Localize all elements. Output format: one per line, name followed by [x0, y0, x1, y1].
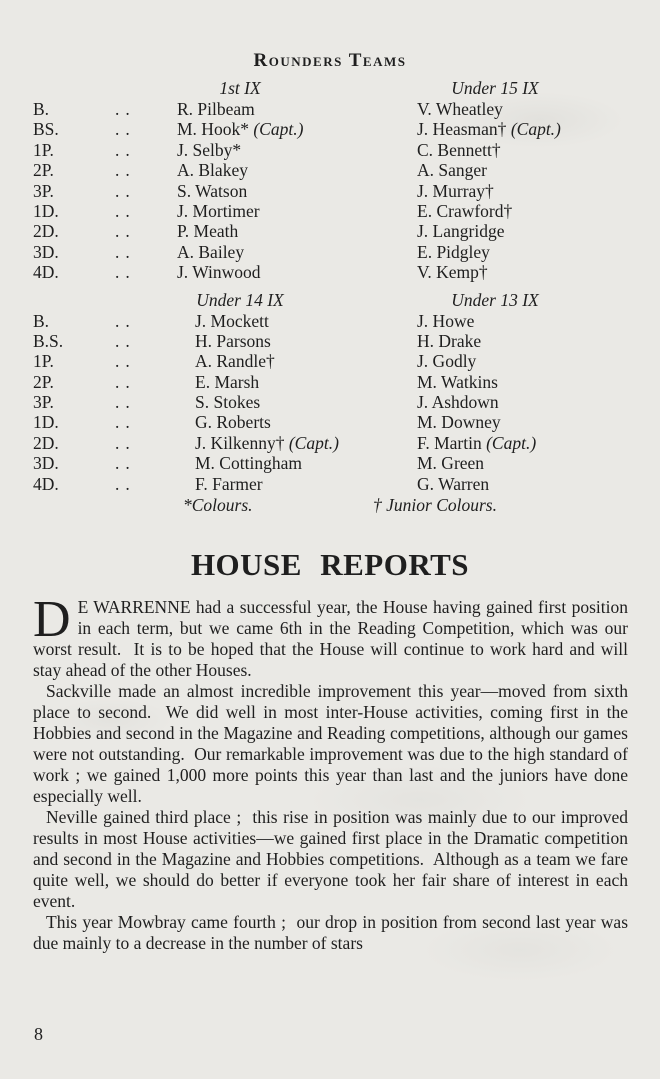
- team-row: [33, 160, 628, 180]
- team-row: [33, 331, 628, 351]
- captain-label: (Capt.): [248, 119, 304, 140]
- dots-leader: ..: [115, 371, 136, 392]
- position-label: 3D.: [33, 453, 59, 474]
- dots-leader: ..: [115, 139, 136, 160]
- team-row: [33, 392, 628, 412]
- player-name-right: F. Martin (Capt.): [417, 432, 537, 453]
- team-header-left: Under 14 IX: [196, 289, 284, 310]
- team-row: [33, 140, 628, 160]
- team-header-right: Under 13 IX: [451, 289, 539, 310]
- player-name-left: A. Bailey: [177, 241, 245, 262]
- dots-leader: ..: [115, 221, 136, 242]
- player-name-left: E. Marsh: [195, 371, 260, 392]
- player-name-left: J. Mockett: [195, 310, 269, 331]
- team-row: [33, 181, 628, 201]
- position-label: 1P.: [33, 139, 54, 160]
- paragraph-de-warrenne: [33, 591, 628, 681]
- table-footnotes: [33, 495, 628, 517]
- position-label: 2D.: [33, 221, 59, 242]
- player-name-left: J. Mortimer: [177, 200, 260, 221]
- position-label: 1D.: [33, 200, 59, 221]
- player-name-left: J. Selby*: [177, 139, 242, 160]
- rounders-table-senior: [33, 78, 628, 283]
- team-row: [33, 351, 628, 371]
- dots-leader: ..: [115, 180, 136, 201]
- position-label: 3P.: [33, 392, 54, 413]
- player-name-left: M. Hook* (Capt.): [177, 119, 304, 140]
- player-name-left: F. Farmer: [195, 473, 263, 494]
- team-row: [33, 262, 628, 282]
- team-row: [33, 242, 628, 262]
- position-label: 2P.: [33, 160, 54, 181]
- player-name-right: J. Murray†: [417, 180, 494, 201]
- captain-label: (Capt.): [506, 119, 561, 140]
- position-label: B.: [33, 99, 50, 119]
- position-label: 4D.: [33, 262, 59, 283]
- player-name-right: M. Downey: [417, 412, 501, 433]
- colours-footnote: *Colours.: [183, 495, 253, 516]
- page-number: 8: [34, 1024, 43, 1044]
- player-name-right: G. Warren: [417, 473, 490, 494]
- player-name-left: R. Pilbeam: [177, 99, 255, 119]
- house-reports-body: [33, 591, 628, 954]
- dots-leader: ..: [115, 99, 136, 119]
- player-name-right: J. Heasman† (Capt.): [417, 119, 561, 140]
- dots-leader: ..: [115, 241, 136, 262]
- dots-leader: ..: [115, 160, 136, 181]
- position-label: BS.: [33, 119, 59, 140]
- team-row: [33, 221, 628, 241]
- dots-leader: ..: [115, 262, 136, 283]
- dots-leader: ..: [115, 330, 136, 351]
- player-name-right: J. Godly: [417, 351, 477, 372]
- player-name-left: S. Watson: [177, 180, 248, 201]
- team-row: [33, 99, 628, 119]
- dots-leader: ..: [115, 473, 136, 494]
- position-label: B.: [33, 310, 50, 331]
- rounders-table-junior: [33, 290, 628, 495]
- player-name-right: V. Wheatley: [417, 99, 503, 119]
- dots-leader: ..: [115, 310, 136, 331]
- team-row: [33, 201, 628, 221]
- team-row: [33, 119, 628, 139]
- house-reports-title: HOUSE REPORTS: [190, 547, 470, 583]
- team-headers: [33, 290, 628, 311]
- player-name-left: G. Roberts: [195, 412, 271, 433]
- paragraph-mowbray: This year Mowbray came fourth ; our drop in position from second last year was due mainly to a decrease in the number of stars: [33, 912, 628, 954]
- player-name-right: H. Drake: [417, 330, 482, 351]
- paragraph-sackville: Sackville made an almost incredible improvement this year—moved from sixth place to second. We did well in most inter-House activities, coming first in the Hobbies and second in the Magazine and Reading competitions, although our games were not outstanding. Our remarkable improvement was due to the high standard of work ; we gained 1,000 more points this year than last and the juniors have done especially well.: [33, 681, 628, 807]
- position-label: 2P.: [33, 371, 54, 392]
- team-row: [33, 311, 628, 331]
- team-row: [33, 412, 628, 432]
- paragraph-neville: Neville gained third place ; this rise in position was mainly due to our improved results in most House activities—we gained first place in the Dramatic competition and second in the Magazine and Hobbies competitions. Although as a team we fare quite well, we should do better if everyone took her fair share of interest in each event.: [33, 807, 628, 912]
- player-name-left: J. Winwood: [177, 262, 261, 283]
- dots-leader: ..: [115, 200, 136, 221]
- dots-leader: ..: [115, 432, 136, 453]
- player-name-left: A. Blakey: [177, 160, 248, 181]
- player-name-left: S. Stokes: [195, 392, 261, 413]
- dots-leader: ..: [115, 412, 136, 433]
- captain-label: (Capt.): [481, 432, 537, 453]
- team-header-right: Under 15 IX: [451, 78, 539, 98]
- player-name-right: J. Ashdown: [417, 392, 499, 413]
- rounders-teams-title: Rounders Teams: [253, 50, 407, 71]
- dots-leader: ..: [115, 351, 136, 372]
- captain-label: (Capt.): [284, 432, 339, 453]
- position-label: B.S.: [33, 330, 64, 351]
- player-name-right: E. Crawford†: [417, 200, 513, 221]
- player-name-left: A. Randle†: [195, 351, 275, 372]
- dropcap-d: D: [33, 591, 71, 649]
- player-name-right: J. Langridge: [417, 221, 505, 242]
- player-name-left: P. Meath: [177, 221, 239, 242]
- team-row: [33, 453, 628, 473]
- position-label: 2D.: [33, 432, 59, 453]
- player-name-left: M. Cottingham: [195, 453, 302, 474]
- position-label: 1P.: [33, 351, 54, 372]
- team-row: [33, 433, 628, 453]
- player-name-right: J. Howe: [417, 310, 475, 331]
- position-label: 3D.: [33, 241, 59, 262]
- dots-leader: ..: [115, 119, 136, 140]
- position-label: 4D.: [33, 473, 59, 494]
- paragraph-de-warrenne-text: E WARRENNE had a successful year, the House having gained first position in each term, but we came 6th in the Reading Competition, which was our worst result. It is to be hoped that the House will continue to work hard and will stay ahead of the other Houses.: [33, 597, 628, 681]
- player-name-right: E. Pidgley: [417, 241, 490, 262]
- player-name-right: C. Bennett†: [417, 139, 501, 160]
- player-name-left: J. Kilkenny† (Capt.): [195, 432, 339, 453]
- team-header-left: 1st IX: [219, 78, 261, 98]
- position-label: 1D.: [33, 412, 59, 433]
- team-headers: [33, 78, 628, 99]
- player-name-right: M. Green: [417, 453, 485, 474]
- position-label: 3P.: [33, 180, 54, 201]
- player-name-right: A. Sanger: [417, 160, 487, 181]
- player-name-right: M. Watkins: [417, 371, 498, 392]
- dots-leader: ..: [115, 392, 136, 413]
- dots-leader: ..: [115, 453, 136, 474]
- junior-colours-footnote: † Junior Colours.: [373, 495, 497, 516]
- team-row: [33, 474, 628, 494]
- player-name-right: V. Kemp†: [417, 262, 488, 283]
- rounders-teams-section: [33, 78, 628, 517]
- player-name-left: H. Parsons: [195, 330, 271, 351]
- team-row: [33, 372, 628, 392]
